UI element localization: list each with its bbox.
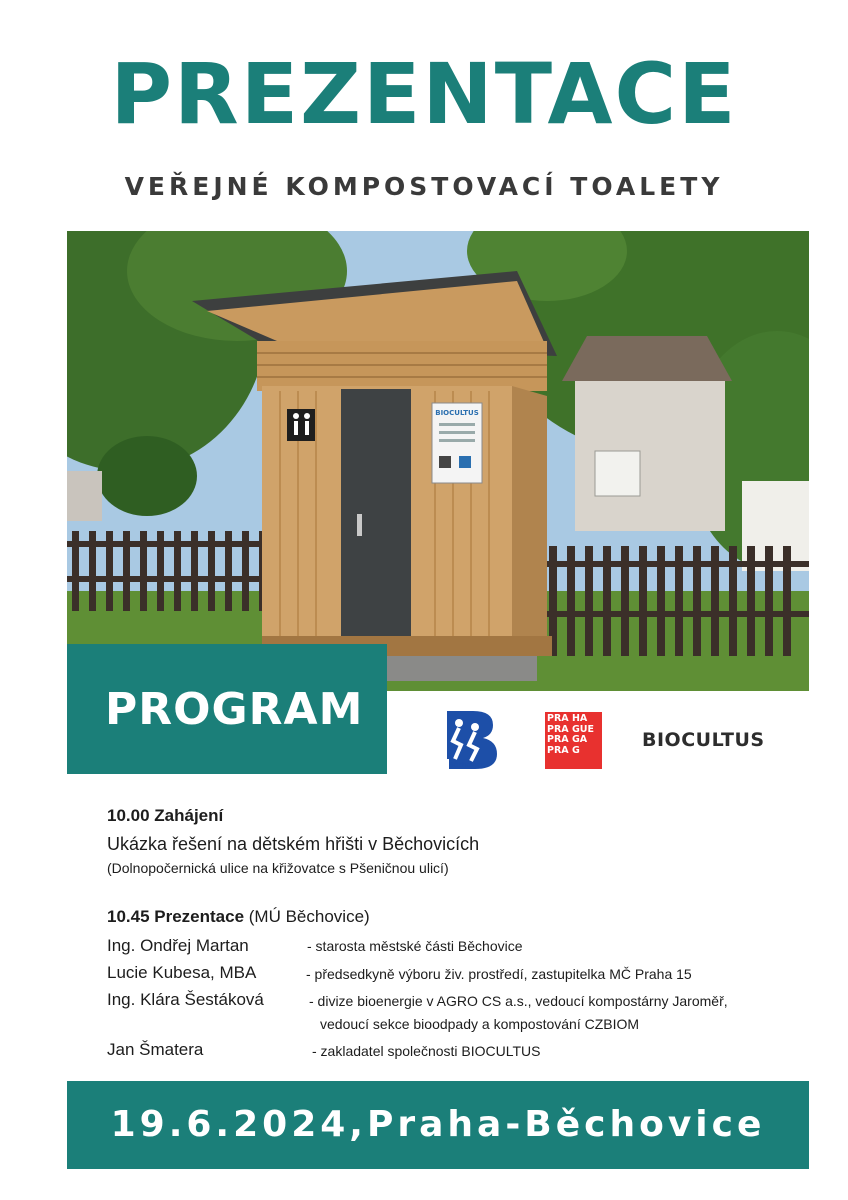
sign-brand-text: BIOCULTUS	[435, 409, 479, 417]
praha-line: PRA GUE	[547, 723, 594, 735]
speaker-role: - starosta městské části Běchovice	[307, 938, 523, 954]
schedule-first-item	[107, 806, 807, 876]
speaker-role: - zakladatel společnosti BIOCULTUS	[312, 1043, 541, 1059]
bechovice-logo	[437, 709, 501, 771]
schedule-second-heading	[107, 907, 370, 927]
speaker-name: Ing. Ondřej Martan	[107, 936, 249, 955]
schedule-venue: (MÚ Běchovice)	[244, 907, 370, 926]
schedule-description: Ukázka řešení na dětském hřišti v Běchovicích	[107, 834, 480, 854]
praha-logo	[545, 712, 602, 769]
biocultus-logo: BIOCULTUS	[642, 729, 765, 751]
page-title: PREZENTACE	[110, 45, 738, 143]
speaker-role-continued: vedoucí sekce bioodpady a kompostování CZBIOM	[320, 1016, 640, 1032]
schedule-time-title: 10.00 Zahájení	[107, 806, 224, 825]
speaker-name: Lucie Kubesa, MBA	[107, 963, 257, 982]
praha-line: PRA GA	[547, 734, 588, 745]
bechovice-caption: Běchovice	[449, 761, 485, 769]
speaker-name: Ing. Klára Šestáková	[107, 990, 264, 1009]
speaker-name: Jan Šmatera	[107, 1040, 204, 1059]
speaker-role: - předsedkyně výboru živ. prostředí, zastupitelka MČ Praha 15	[306, 966, 692, 982]
toilet-photo	[67, 231, 809, 691]
date-place-banner: 19.6.2024,Praha-Běchovice	[67, 1081, 809, 1169]
schedule-note: (Dolnopočernická ulice na křižovatce s Pšeničnou ulicí)	[107, 860, 449, 876]
page-subtitle: VEŘEJNÉ KOMPOSTOVACÍ TOALETY	[124, 172, 724, 201]
schedule-time-title: 10.45 Prezentace	[107, 907, 245, 926]
praha-line: PRA G	[547, 744, 580, 756]
speaker-role: - divize bioenergie v AGRO CS a.s., vedoucí kompostárny Jaroměř,	[309, 993, 728, 1009]
praha-line: PRA HA	[547, 713, 588, 724]
program-label: PROGRAM	[105, 684, 364, 735]
